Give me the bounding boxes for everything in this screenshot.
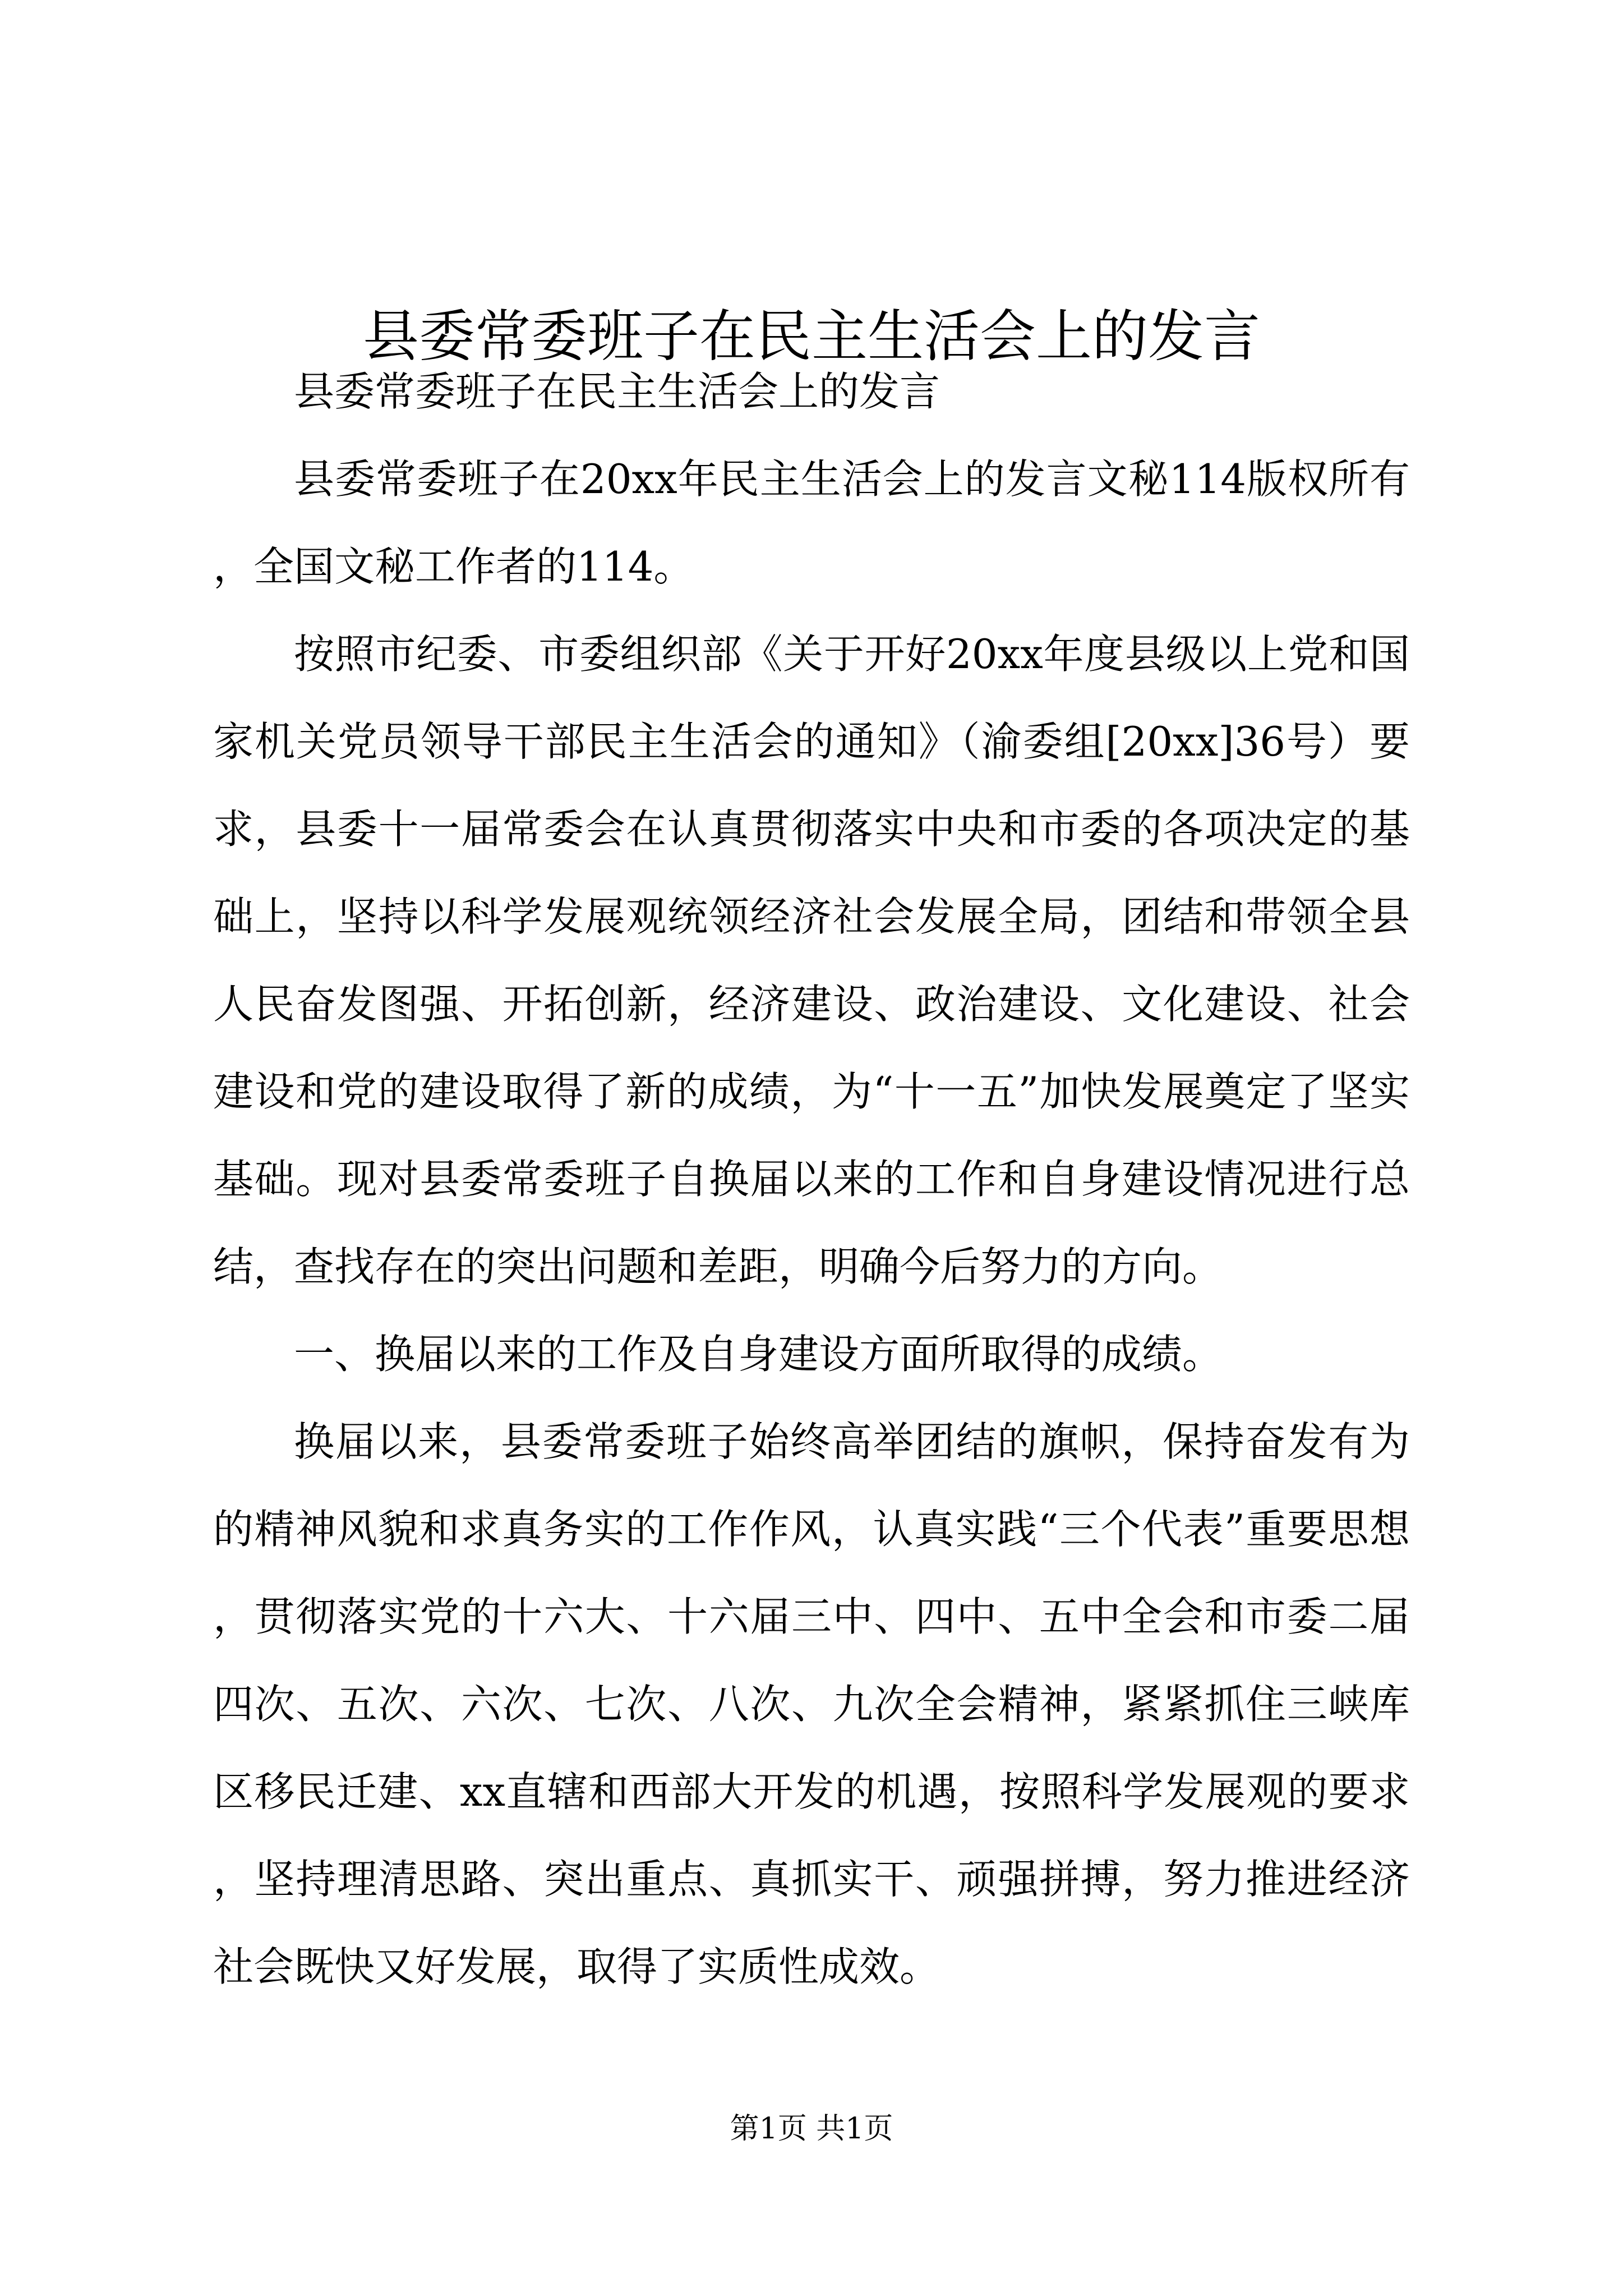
document-title: 县委常委班子在民主生活会上的发言: [363, 303, 1260, 369]
paragraph: 县委常委班子在20xx年民主生活会上的发言文秘114版权所有，全国文秘工作者的114。: [213, 455, 1410, 590]
paragraph: 换届以来，县委常委班子始终高举团结的旗帜，保持奋发有为的精神风貌和求真务实的工作作风，认真实践“三个代表”重要思想，贯彻落实党的十六大、十六届三中、四中、五中全会和市委二届四次、五次、六次、七次、八次、九次全会精神，紧紧抓住三峡库区移民迁建、xx直辖和西部大开发的机遇，按照科学发展观的要求，坚持理清思路、突出重点、真抓实干、顽强拼搏，努力推进经济社会既快又好发展，取得了实质性成效。: [213, 1418, 1410, 1990]
page-footer: 第1页 共1页: [730, 2112, 893, 2146]
paragraph: 县委常委班子在民主生活会上的发言: [294, 368, 940, 415]
paragraph: 按照市纪委、市委组织部《关于开好20xx年度县级以上党和国家机关党员领导干部民主生活会的通知》（渝委组[20xx]36号）要求，县委十一届常委会在认真贯彻落实中央和市委的各项决定的基础上，坚持以科学发展观统领经济社会发展全局，团结和带领全县人民奋发图强、开拓创新，经济建设、政治建设、文化建设、社会建设和党的建设取得了新的成绩，为“十一五”加快发展奠定了坚实基础。现对县委常委班子自换届以来的工作和自身建设情况进行总结，查找存在的突出问题和差距，明确今后努力的方向。: [213, 631, 1410, 1290]
document-body: [213, 348, 1410, 2010]
paragraph: 一、换届以来的工作及自身建设方面所取得的成绩。: [294, 1331, 1223, 1378]
